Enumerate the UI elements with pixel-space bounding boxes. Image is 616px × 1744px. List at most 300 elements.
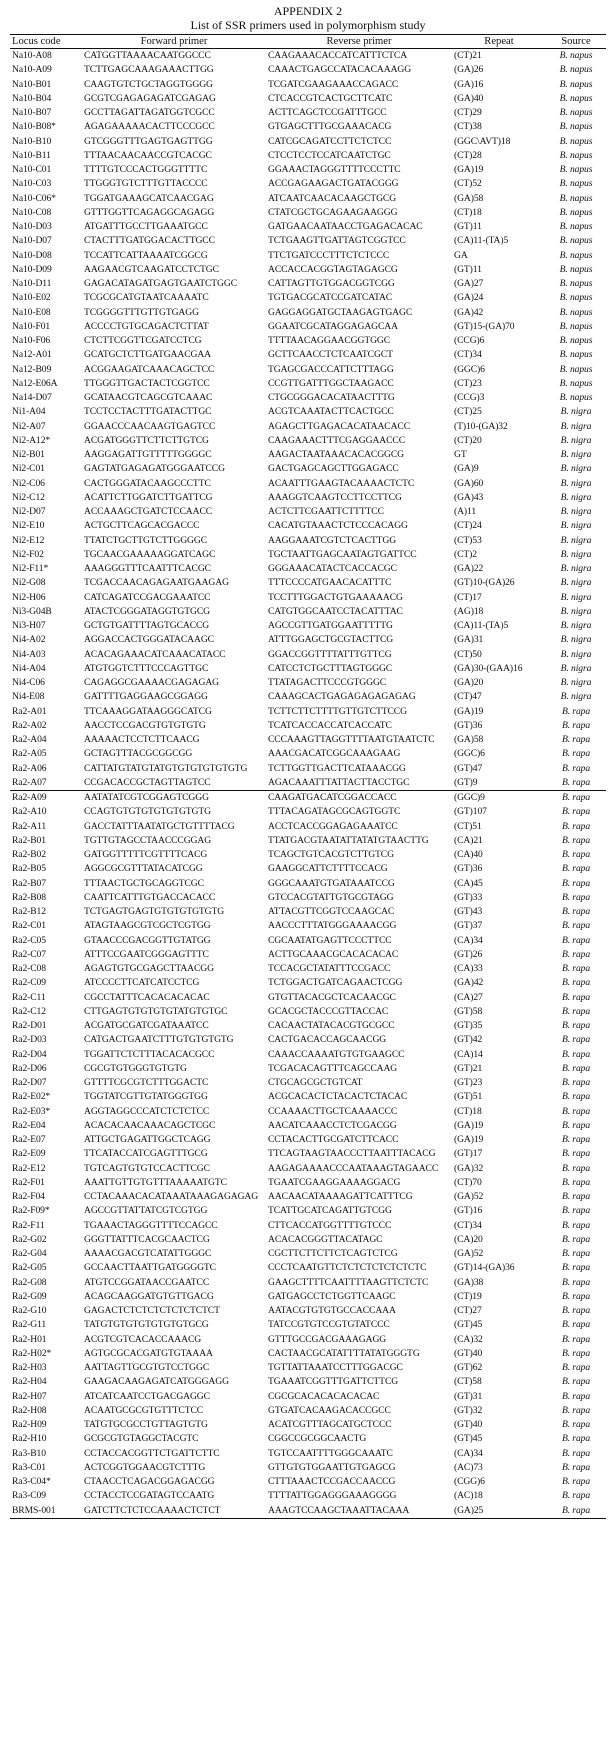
source-cell: B. nigra	[560, 406, 592, 418]
forward-primer-cell: ACACACAACAAACAGCTCGC	[84, 1119, 216, 1131]
repeat-cell: (CT)70	[454, 1176, 482, 1188]
reverse-primer-cell: CAAACCAAAATGTGTGAAGCC	[268, 1048, 405, 1060]
appendix-page	[10, 0, 606, 1519]
locus-code-cell: Ni2-C01	[12, 463, 45, 475]
repeat-cell: (GT)47	[454, 762, 483, 774]
forward-primer-cell: CCTACAAACACATAAATAAAGAGAGAG	[84, 1191, 259, 1202]
locus-code-cell: Na10-D07	[12, 235, 52, 247]
forward-primer-cell: GCTGTGATTTTAGTGCACCG	[84, 620, 210, 631]
locus-code-cell: Ra2-B08	[12, 891, 46, 903]
source-cell: B. rapa	[561, 1048, 591, 1060]
locus-code-cell: Ra2-D07	[12, 1077, 47, 1088]
forward-primer-cell: TATGTGCGCCTGTTAGTGTG	[84, 1419, 208, 1430]
repeat-cell: (GA)19	[454, 1134, 484, 1145]
source-cell: B. rapa	[561, 1404, 591, 1416]
table-row	[10, 1290, 606, 1304]
table-body	[10, 49, 606, 1519]
repeat-cell: (GT)43	[454, 906, 483, 917]
table-row	[10, 962, 606, 976]
forward-primer-cell: AATATATCGTCGGAGTCGGG	[84, 792, 209, 803]
repeat-cell: (GA)9	[454, 463, 479, 475]
source-cell: B. rapa	[561, 1305, 591, 1316]
forward-primer-cell: AATTAGTTGCGTGTCCTGGC	[84, 1362, 210, 1373]
source-cell: B. nigra	[560, 691, 592, 703]
source-cell: B. rapa	[561, 1461, 591, 1473]
forward-primer-cell: GTCGGGTTTGAGTGAGTTGG	[84, 135, 213, 147]
table-row	[10, 1033, 606, 1047]
repeat-cell: (CT)47	[454, 691, 482, 703]
locus-code-cell: Ra2-A09	[12, 792, 47, 803]
table-row	[10, 934, 606, 948]
appendix-label: APPENDIX 2	[273, 4, 343, 18]
forward-primer-cell: AAAACGACGTCATATTGGGC	[84, 1248, 212, 1259]
locus-code-cell: Ra2-D04	[12, 1048, 47, 1060]
repeat-cell: (CT)17	[454, 591, 482, 603]
table-row	[10, 948, 606, 962]
source-cell: B. napus	[559, 292, 593, 304]
forward-primer-cell: GAGACTCTCTCTCTCTCTCTCT	[84, 1305, 220, 1316]
repeat-cell: (GA)52	[454, 1248, 484, 1259]
table-row	[10, 576, 606, 590]
reverse-primer-cell: TTCAGTAAGTAACCCTTAATTTACACG	[268, 1148, 436, 1160]
source-cell: B. rapa	[561, 1219, 591, 1231]
forward-primer-cell: TGCAACGAAAAAGGATCAGC	[84, 548, 216, 560]
reverse-primer-cell: AGCCGTTGATGGAATTTTTG	[268, 620, 393, 631]
locus-code-cell: Ni2-A12*	[12, 434, 51, 446]
table-row	[10, 1333, 606, 1347]
reverse-primer-cell: CACTAACGCATATTTTATATGGGTG	[268, 1347, 420, 1359]
repeat-cell: (CT)24	[454, 520, 482, 532]
table-row	[10, 49, 606, 64]
repeat-cell: (CCG)6	[454, 335, 485, 346]
forward-primer-cell: AGAGTGTGCGAGCTTAACGG	[84, 963, 214, 974]
table-header	[10, 35, 606, 49]
source-cell: B. napus	[559, 149, 593, 161]
table-row	[10, 391, 606, 405]
repeat-cell: (GT)36	[454, 863, 483, 875]
source-cell: B. rapa	[561, 906, 591, 917]
table-row	[10, 747, 606, 761]
table-row	[10, 719, 606, 733]
table-row	[10, 976, 606, 990]
table-row	[10, 1219, 606, 1233]
table-row	[10, 448, 606, 462]
forward-primer-cell: GCATAACGTCAGCGTCAAAC	[84, 392, 213, 403]
reverse-primer-cell: AACATCAAACCTCTCGACGG	[268, 1119, 397, 1131]
table-row	[10, 405, 606, 419]
table-row	[10, 834, 606, 848]
table-row	[10, 805, 606, 819]
source-cell: B. nigra	[560, 520, 592, 532]
table-row	[10, 619, 606, 633]
locus-code-cell: Ra2-G02	[12, 1233, 47, 1245]
locus-code-cell: Ni4-A04	[12, 662, 46, 674]
table-row	[10, 1375, 606, 1389]
reverse-primer-cell: ACTTGCAAACGCACACACAC	[268, 948, 399, 960]
locus-code-cell: Ni2-E12	[12, 534, 45, 546]
reverse-primer-cell: CACATGTAAACTCTCCCACAGG	[268, 520, 408, 532]
repeat-cell: (CT)38	[454, 121, 482, 133]
table-row	[10, 848, 606, 862]
forward-primer-cell: TCCTCCTACTTTGATACTTGC	[84, 406, 212, 418]
reverse-primer-cell: GTGATCACAAGACACCGCC	[268, 1404, 391, 1416]
source-cell: B. nigra	[560, 591, 592, 603]
locus-code-cell: Ni2-F02	[12, 548, 44, 560]
table-row	[10, 919, 606, 933]
table-row	[10, 1475, 606, 1489]
source-cell: B. napus	[559, 392, 593, 403]
repeat-cell: (GA)42	[454, 306, 484, 318]
source-cell: B. rapa	[561, 1191, 591, 1202]
table-row	[10, 534, 606, 548]
source-cell: B. rapa	[561, 1105, 591, 1117]
repeat-cell: (CA)11-(TA)5	[454, 620, 509, 631]
source-cell: B. napus	[559, 206, 593, 218]
forward-primer-cell: TGTCAGTGTGTCCACTTCGC	[84, 1162, 210, 1174]
repeat-cell: (CA)34	[454, 1447, 483, 1459]
reverse-primer-cell: ATCAATCAACACAAGCTGCG	[268, 192, 397, 204]
reverse-primer-cell: CCCTCAATGTTCTCTCTCTCTCTCTC	[268, 1262, 427, 1274]
source-cell: B. napus	[559, 78, 593, 90]
reverse-primer-cell: TGTCCAATTTTGGGCAAATC	[268, 1447, 393, 1459]
reverse-primer-cell: GGGCAAATGTGATAAATCCG	[268, 877, 395, 889]
reverse-primer-cell: CTTTAAACTCCGACCAACCG	[268, 1476, 396, 1487]
source-cell: B. rapa	[546, 1504, 606, 1519]
forward-primer-cell: TATGTGTGTGTGTGTGTGCG	[84, 1319, 209, 1331]
source-cell: B. rapa	[561, 792, 591, 803]
table-row	[10, 1418, 606, 1432]
table-row	[10, 1276, 606, 1290]
source-cell: B. rapa	[561, 1248, 591, 1259]
source-cell: B. rapa	[561, 1176, 591, 1188]
source-cell: B. rapa	[561, 1262, 591, 1274]
locus-code-cell: Ra2-C05	[12, 934, 46, 946]
forward-primer-cell: AAGGAGATTGTTTTTGGGGC	[84, 449, 212, 460]
source-cell: B. napus	[559, 320, 593, 332]
forward-primer-cell: CAGAGGCGAAAACGAGAGAG	[84, 677, 219, 688]
reverse-primer-cell: AAAGGTCAAGTCCTTCCTTCG	[268, 491, 402, 503]
locus-code-cell: Ra2-C12	[12, 1005, 46, 1017]
forward-primer-cell: TGTTGTAGCCTAACCCGGAG	[84, 834, 212, 846]
source-cell: B. napus	[559, 135, 593, 147]
forward-primer-cell: AGTGCGCACGATGTGTAAAA	[84, 1347, 213, 1359]
source-cell: B. nigra	[560, 662, 592, 674]
table-row	[10, 120, 606, 134]
reverse-primer-cell: AAAGTCCAAGCTAAATTACAAA	[266, 1504, 452, 1519]
table-row	[10, 1233, 606, 1247]
locus-code-cell: Ni2-A07	[12, 420, 46, 432]
locus-code-cell: Ra3-C01	[12, 1461, 46, 1473]
reverse-primer-cell: GGACCGGTTTTATTTGTTCG	[268, 648, 392, 660]
source-cell: B. rapa	[561, 1091, 591, 1103]
forward-primer-cell: ACGTCGTCACACCAAACG	[84, 1333, 202, 1345]
forward-primer-cell: AGGCGCGTTTATACATCGG	[84, 863, 203, 875]
forward-primer-cell: TGGATGAAAGCATCAACGAG	[84, 192, 214, 204]
table-row	[10, 862, 606, 876]
locus-code-cell: Ra2-D03	[12, 1034, 47, 1046]
table-row	[10, 1133, 606, 1147]
repeat-cell: (A)11	[454, 506, 477, 517]
locus-code-cell: Ni2-F11*	[12, 563, 49, 574]
forward-primer-cell: GGGTTATTTCACGCAACTCG	[84, 1233, 210, 1245]
reverse-primer-cell: CCCAAAGTTAGGTTTTAATGTAATCTC	[268, 734, 435, 745]
forward-primer-cell: CTTGAGTGTGTGTGTATGTGTGC	[84, 1005, 228, 1017]
table-row	[10, 1261, 606, 1275]
table-row	[10, 462, 606, 476]
repeat-cell: (CT)34	[454, 1219, 482, 1231]
locus-code-cell: Na10-F06	[12, 335, 51, 346]
forward-primer-cell: TGGATTCTCTTTACACACGCC	[84, 1048, 215, 1060]
source-cell: B. rapa	[561, 1319, 591, 1331]
forward-primer-cell: AAATTGTTGTGTTTAAAAATGTC	[84, 1176, 227, 1188]
source-cell: B. napus	[559, 50, 593, 61]
forward-primer-cell: GCATGCTCTTGATGAACGAA	[84, 349, 211, 361]
table-row	[10, 477, 606, 491]
forward-primer-cell: AGGACCACTGGGATACAAGC	[84, 634, 214, 646]
forward-primer-cell: ACGGAAGATCAAACAGCTCC	[84, 363, 215, 375]
reverse-primer-cell: AATACGTGTGTGCCACCAAA	[268, 1305, 396, 1316]
table-row	[10, 733, 606, 747]
forward-primer-cell: AGCCGTTATTATCGTCGTGG	[84, 1205, 208, 1217]
table-row	[10, 163, 606, 177]
table-row	[10, 1318, 606, 1332]
repeat-cell: (GA)58	[454, 192, 484, 204]
forward-primer-cell: AGAGAAAAACACTTCCCGCC	[84, 121, 215, 133]
locus-code-cell: Na10-A08	[12, 50, 52, 61]
table-row	[10, 348, 606, 362]
source-cell: B. napus	[559, 363, 593, 375]
locus-code-cell: Na10-C03	[12, 178, 52, 190]
reverse-primer-cell: GTCCACGTATTGTGCGTAGG	[268, 891, 394, 903]
reverse-primer-cell: CAAGAAACTTTCGAGGAACCC	[268, 434, 406, 446]
repeat-cell: (CT)34	[454, 349, 482, 361]
locus-code-cell: Na10-E08	[12, 306, 51, 318]
source-cell: B. rapa	[561, 1276, 591, 1288]
forward-primer-cell: CCTACCTCCGATAGTCCAATG	[84, 1490, 215, 1502]
reverse-primer-cell: GATGAACAATAACCTGAGACACAC	[268, 221, 423, 232]
locus-code-cell: Na10-D11	[12, 278, 52, 289]
source-cell: B. rapa	[561, 1062, 591, 1074]
locus-code-cell: Na10-D08	[12, 249, 52, 261]
locus-code-cell: Ra2-G11	[12, 1319, 47, 1331]
repeat-cell: (GT)26	[454, 948, 483, 960]
source-cell: B. nigra	[560, 449, 592, 460]
reverse-primer-cell: CTGCGGGACACATAACTTTG	[268, 392, 395, 403]
source-cell: B. rapa	[561, 1290, 591, 1302]
table-row	[10, 762, 606, 776]
reverse-primer-cell: AACCCTTTATGGGAAAACGG	[268, 920, 397, 932]
forward-primer-cell: CACTGGGATACAAGCCCTTC	[84, 477, 211, 489]
locus-code-cell: Na10-B10	[12, 135, 52, 147]
source-cell: B. rapa	[561, 1490, 591, 1502]
forward-primer-cell: TCTTGAGCAAAGAAACTTGG	[84, 64, 214, 76]
repeat-cell: (GA)20	[454, 677, 484, 688]
repeat-cell: (CT)29	[454, 107, 482, 118]
table-row	[10, 1404, 606, 1418]
forward-primer-cell: CTAACCTCAGACGGAGACGG	[84, 1476, 215, 1487]
locus-code-cell: Ni2-B01	[12, 449, 45, 460]
table-row	[10, 434, 606, 448]
locus-code-cell: Ra2-D01	[12, 1020, 47, 1031]
forward-primer-cell: ACACAGAAACATCAAACATACC	[84, 648, 226, 660]
forward-primer-cell: GGAACCCAACAAGTGAGTCC	[84, 420, 216, 432]
forward-primer-cell: GATGGTTTTTCGTTTTCACG	[84, 849, 208, 860]
forward-primer-cell: ATAGTAAGCGTCGCTCGTGG	[84, 920, 211, 932]
source-cell: B. napus	[559, 92, 593, 104]
locus-code-cell: Na10-D09	[12, 263, 52, 275]
repeat-cell: (GT)58	[454, 1005, 483, 1017]
source-cell: B. rapa	[561, 1333, 591, 1345]
forward-primer-cell: GAAGACAAGAGATCATGGGAGG	[84, 1376, 229, 1388]
table-row	[10, 905, 606, 919]
forward-primer-cell: CGCGTGTGGGTGTGTG	[84, 1062, 187, 1074]
repeat-cell: (CT)51	[454, 820, 482, 832]
source-cell: B. nigra	[560, 506, 592, 517]
locus-code-cell: Ra2-A11	[12, 820, 47, 832]
repeat-cell: (GT)21	[454, 1062, 483, 1074]
source-cell: B. napus	[559, 178, 593, 190]
locus-code-cell: Ni2-G08	[12, 577, 46, 589]
locus-code-cell: Ni1-A04	[12, 406, 46, 418]
forward-primer-cell: ACGATGGGTTCTTCTTGTCG	[84, 434, 209, 446]
forward-primer-cell: ACAGCAAGGATGTGTTGACG	[84, 1290, 214, 1302]
reverse-primer-cell: GGAAACTAGGGTTTTCCCTTC	[268, 164, 401, 175]
reverse-primer-cell: AAACGACATCGGCAAAGAAG	[268, 748, 401, 760]
table-row	[10, 633, 606, 647]
reverse-primer-cell: AACAACATAAAAGATTCATTTCG	[268, 1191, 413, 1202]
reverse-primer-cell: ACCGAGAAGACTGATACGGG	[268, 178, 399, 190]
locus-code-cell: Ra2-H02*	[12, 1347, 52, 1359]
repeat-cell: (CA)14	[454, 1048, 483, 1060]
forward-primer-cell: ATGATTTGCCTTGAAATGCC	[84, 221, 208, 232]
reverse-primer-cell: TGTTATTAAATCCTTTGGACGC	[268, 1362, 403, 1373]
reverse-primer-cell: CTCCTCCTCCATCAATCTGC	[268, 149, 391, 161]
table-row	[10, 1105, 606, 1119]
source-cell: B. rapa	[561, 963, 591, 974]
source-cell: B. rapa	[561, 834, 591, 846]
table-row	[10, 491, 606, 505]
table-row	[10, 263, 606, 277]
repeat-cell: (CT)19	[454, 1290, 482, 1302]
table-row	[10, 690, 606, 704]
source-cell: B. nigra	[560, 420, 592, 432]
source-cell: B. napus	[559, 263, 593, 275]
table-row	[10, 505, 606, 519]
locus-code-cell: Ra2-F01	[12, 1176, 45, 1188]
repeat-cell: (CA)34	[454, 934, 483, 946]
repeat-cell: (CT)27	[454, 1305, 482, 1316]
repeat-cell: (GA)27	[454, 278, 484, 289]
locus-code-cell: Na12-E06A	[12, 377, 58, 389]
source-cell: B. rapa	[561, 806, 591, 818]
reverse-primer-cell: AGACAAATTTATTACTTACCTGC	[266, 776, 452, 791]
repeat-cell: (GA)31	[454, 634, 484, 646]
forward-primer-cell: TTTAACTGCTGCAGGTCGC	[84, 877, 204, 889]
forward-primer-cell: TTTAACAACAACCGTCACGC	[84, 149, 212, 161]
locus-code-cell: Ra3-C09	[12, 1490, 46, 1502]
source-cell: B. rapa	[561, 934, 591, 946]
repeat-cell: (GA)43	[454, 491, 484, 503]
reverse-primer-cell: GTTTGCCGACGAAAGAGG	[268, 1333, 387, 1345]
reverse-primer-cell: TTATGACGTAATATTATATGTAACTTG	[268, 834, 429, 846]
repeat-cell: (GT)10-(GA)26	[454, 577, 515, 589]
forward-primer-cell: TCGACCAACAGAGAATGAAGAG	[84, 577, 229, 589]
repeat-cell: (GA)40	[454, 92, 484, 104]
source-cell: B. nigra	[560, 577, 592, 589]
table-row	[10, 1176, 606, 1190]
source-cell: B. rapa	[561, 748, 591, 760]
repeat-cell: (GT)11	[454, 263, 482, 275]
forward-primer-cell: GAGACATAGATGAGTGAATCTGGC	[84, 278, 237, 289]
source-cell: B. rapa	[561, 991, 591, 1003]
reverse-primer-cell: CAAAGCACTGAGAGAGAGAGAG	[268, 691, 416, 703]
table-row	[10, 1190, 606, 1204]
table-row	[10, 377, 606, 391]
repeat-cell: (CA)45	[454, 877, 483, 889]
repeat-cell: (GA)24	[454, 292, 484, 304]
locus-code-cell: Ra3-C04*	[12, 1476, 51, 1487]
column-header-forward: Forward primer	[82, 35, 266, 49]
repeat-cell: (GT)40	[454, 1347, 483, 1359]
table-row	[10, 63, 606, 77]
table-row	[10, 820, 606, 834]
reverse-primer-cell: CAAACTGAGCCATACACAAAGG	[268, 64, 412, 76]
repeat-cell: (GA)42	[454, 977, 484, 989]
forward-primer-cell: GCGCGTGTAGGCTACGTC	[84, 1433, 199, 1445]
forward-primer-cell: GATCTTCTCTCCAAAACTCTCT	[82, 1504, 266, 1519]
table-row	[10, 1204, 606, 1218]
repeat-cell: (GA)26	[454, 64, 484, 76]
repeat-cell: (CA)40	[454, 849, 483, 860]
reverse-primer-cell: CAAGAAACACCATCATTTCTCA	[268, 50, 408, 61]
repeat-cell: (GT)33	[454, 891, 483, 903]
table-row	[10, 791, 606, 806]
source-cell: B. rapa	[561, 820, 591, 832]
reverse-primer-cell: CGCAATATGAGTTCCCTTCC	[268, 934, 392, 946]
source-cell: B. napus	[559, 306, 593, 318]
source-cell: B. rapa	[561, 1233, 591, 1245]
repeat-cell: (GT)31	[454, 1390, 483, 1402]
forward-primer-cell: TCGGGGTTTGTTGTGAGG	[84, 306, 199, 318]
source-cell: B. rapa	[561, 734, 591, 745]
source-cell: B. rapa	[561, 863, 591, 875]
repeat-cell: (GT)32	[454, 1404, 483, 1416]
locus-code-cell: Ra2-C09	[12, 977, 46, 989]
source-cell: B. rapa	[561, 920, 591, 932]
reverse-primer-cell: TCATTGCATCAGATTGTCGG	[268, 1205, 392, 1217]
table-row	[10, 220, 606, 234]
repeat-cell: (CT)20	[454, 434, 482, 446]
repeat-cell: (CT)23	[454, 377, 482, 389]
column-header-locus: Locus code	[10, 35, 82, 49]
source-cell: B. nigra	[560, 534, 592, 546]
reverse-primer-cell: CACAACTATACACGTGCGCC	[268, 1020, 395, 1031]
forward-primer-cell: TCTGAGTGAGTGTGTGTGTGTG	[84, 906, 225, 917]
reverse-primer-cell: TCGACACAGTTTCAGCCAAG	[268, 1062, 398, 1074]
locus-code-cell: Ra2-E02*	[12, 1091, 51, 1103]
table-row	[10, 1447, 606, 1461]
table-row	[10, 192, 606, 206]
locus-code-cell: Ra2-C11	[12, 991, 46, 1003]
reverse-primer-cell: TCATCACCACCATCACCATC	[268, 719, 392, 731]
source-cell: B. rapa	[561, 1005, 591, 1017]
source-cell: B. nigra	[560, 434, 592, 446]
repeat-cell: (GA)19	[454, 164, 484, 175]
forward-primer-cell: GTTTTCGCGTCTTTGGACTC	[84, 1077, 209, 1088]
locus-code-cell: Ra2-F09*	[12, 1205, 50, 1217]
repeat-cell: (GT)23	[454, 1077, 483, 1088]
forward-primer-cell: TTGGGTGTCTTTGTTACCCC	[84, 178, 208, 190]
